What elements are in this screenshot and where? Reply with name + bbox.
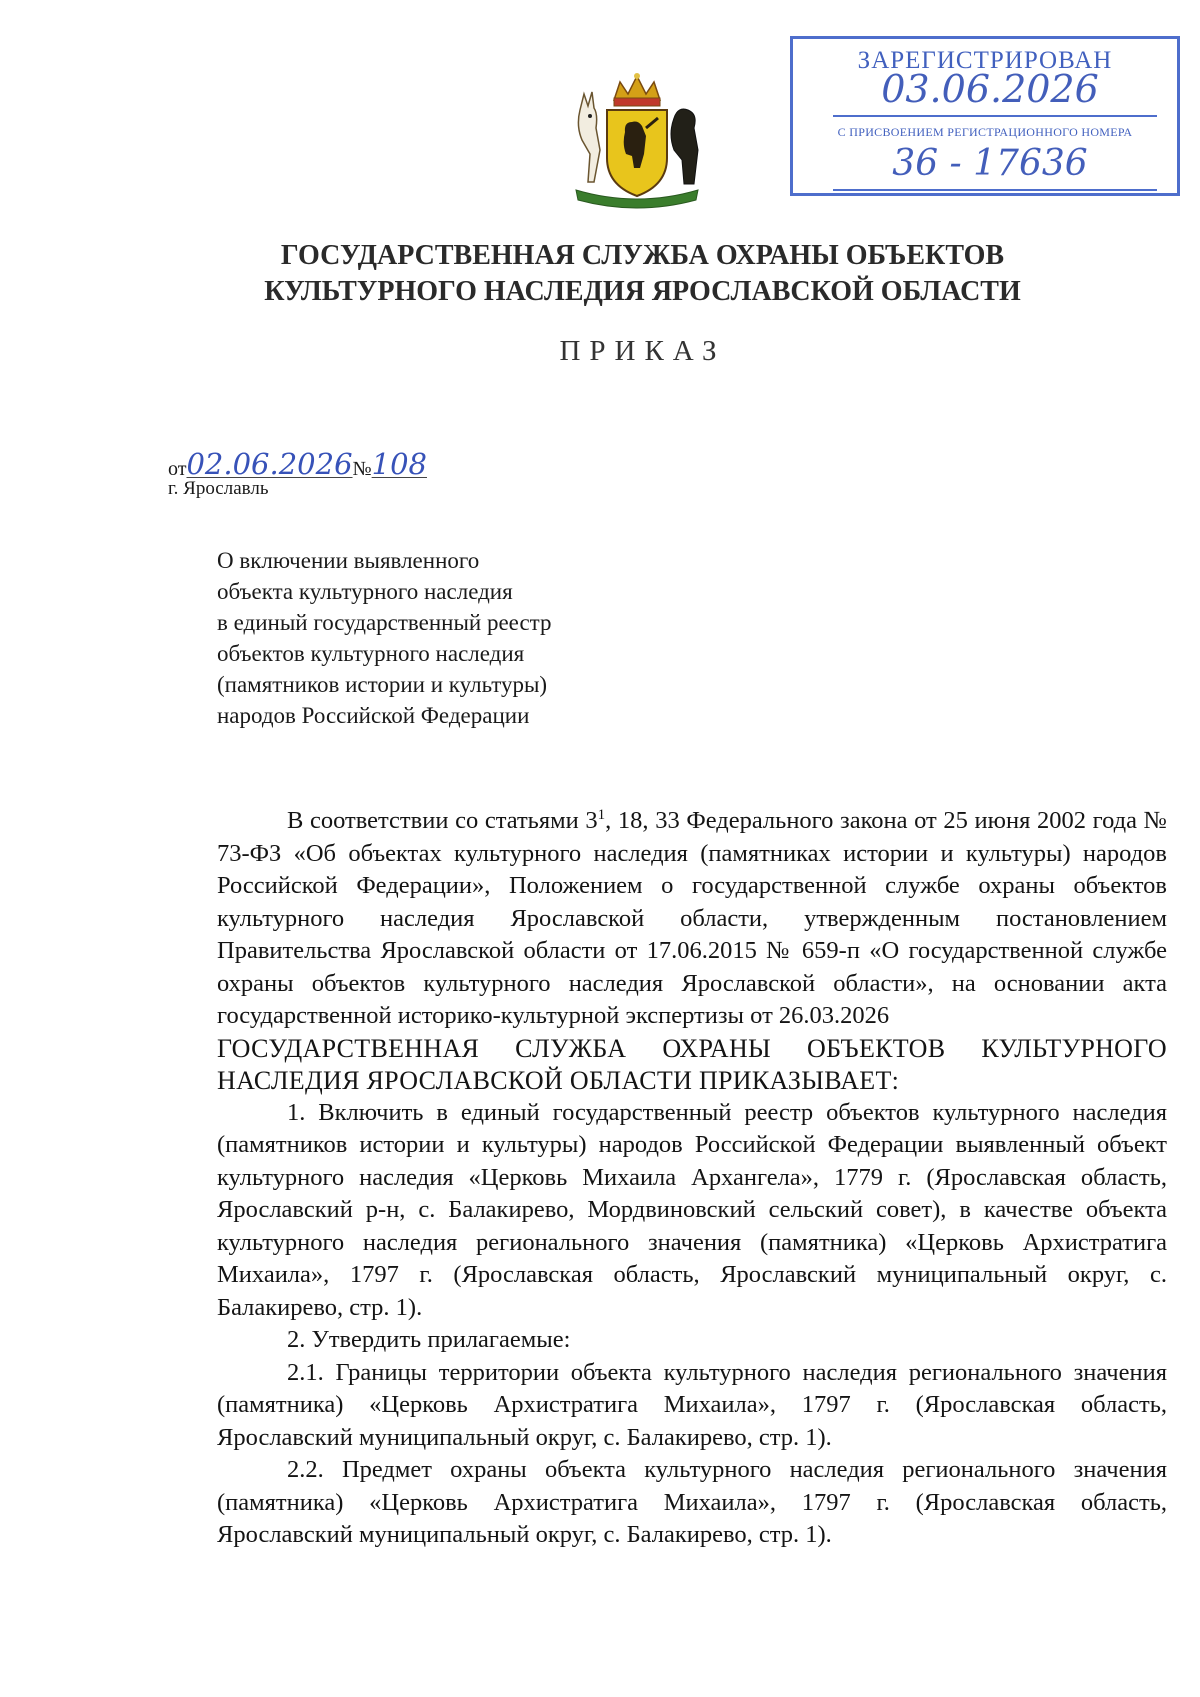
order-number-handwritten: 108 [371,447,427,481]
order-directive-caps: ГОСУДАРСТВЕННАЯ СЛУЖБА ОХРАНЫ ОБЪЕКТОВ КУЛЬТУРНОГО НАСЛЕДИЯ ЯРОСЛАВСКОЙ ОБЛАСТИ ПРИКАЗЫВАЕТ: [217,1033,1167,1095]
preamble-paragraph [217,805,1167,1033]
preamble-text-rest: , 18, 33 Федерального закона от 25 июня 2002 года № 73-ФЗ «Об объектах культурного наследия (памятниках истории и культуры) народов Российской Федерации», Положением о государственной службе охраны объектов культурного наследия Ярославской области, утвержденным постановлением Правительства Ярославской области от 17.06.2015 № 659-п «О государственной службе охраны объектов культурного наследия Ярославской области», на основании акта государственной историко-культурной экспертизы от 26.03.2026 [217,807,1167,1029]
article-superscript: 1 [597,806,606,823]
order-item-2-2: 2.2. Предмет охраны объекта культурного наследия регионального значения (памятника) «Церковь Архистратига Михаила», 1797 г. (Ярославская область, Ярославский муниципальный округ, с. Балакирево, стр. 1). [217,1456,1167,1548]
stamp-divider [833,115,1157,117]
date-prefix-label: от [168,458,187,480]
subject-line: в единый государственный реестр [217,610,552,635]
subject-line: (памятников истории и культуры) [217,672,548,697]
order-date-handwritten: 02.06.2026 [186,447,353,481]
stamp-caption: С ПРИСВОЕНИЕМ РЕГИСТРАЦИОННОГО НОМЕРА [837,125,1133,139]
order-item-2: 2. Утвердить прилагаемые: [287,1326,571,1353]
subject-line: объектов культурного наследия [217,641,525,666]
subject-line: народов Российской Федерации [217,703,530,728]
number-sign-label: № [352,458,372,480]
registration-stamp [790,36,1180,196]
order-subject [217,545,737,731]
city-label: г. Ярославль [168,478,269,499]
stamp-registration-date: 03.06.2026 [881,67,1099,111]
order-item-1: 1. Включить в единый государственный реестр объектов культурного наследия (памятников истории и культуры) народов Российской Федерации выявленный объект культурного наследия «Церковь Михаила Архангела», 1779 г. (Ярославская область, Ярославский р-н, с. Балакирево, Мордвиновский сельский совет), в качестве объекта культурного наследия регионального значения (памятника) «Церковь Архистратига Михаила», 1797 г. (Ярославская область, Ярославский муниципальный округ, с. Балакирево, стр. 1). [217,1098,1167,1321]
document-type-title: ПРИКАЗ [559,335,726,367]
subject-line: объекта культурного наследия [217,579,513,604]
order-item-2-1: 2.1. Границы территории объекта культурного наследия регионального значения (памятника) «Церковь Архистратига Михаила», 1797 г. (Ярославская область, Ярославский муниципальный округ, с. Балакирево, стр. 1). [217,1358,1167,1451]
stamp-title: ЗАРЕГИСТРИРОВАН [857,47,1113,74]
order-body [217,805,1167,1552]
organization-name-line-2: КУЛЬТУРНОГО НАСЛЕДИЯ ЯРОСЛАВСКОЙ ОБЛАСТИ [264,276,1021,307]
stamp-divider [833,189,1157,191]
organization-name-line-1: ГОСУДАРСТВЕННАЯ СЛУЖБА ОХРАНЫ ОБЪЕКТОВ [280,240,1005,271]
preamble-text-start: В соответствии со статьями 3 [287,807,598,834]
coat-of-arms-emblem [562,70,712,210]
stamp-registration-number: 36 - 17636 [892,143,1088,184]
subject-line: О включении выявленного [217,548,480,573]
